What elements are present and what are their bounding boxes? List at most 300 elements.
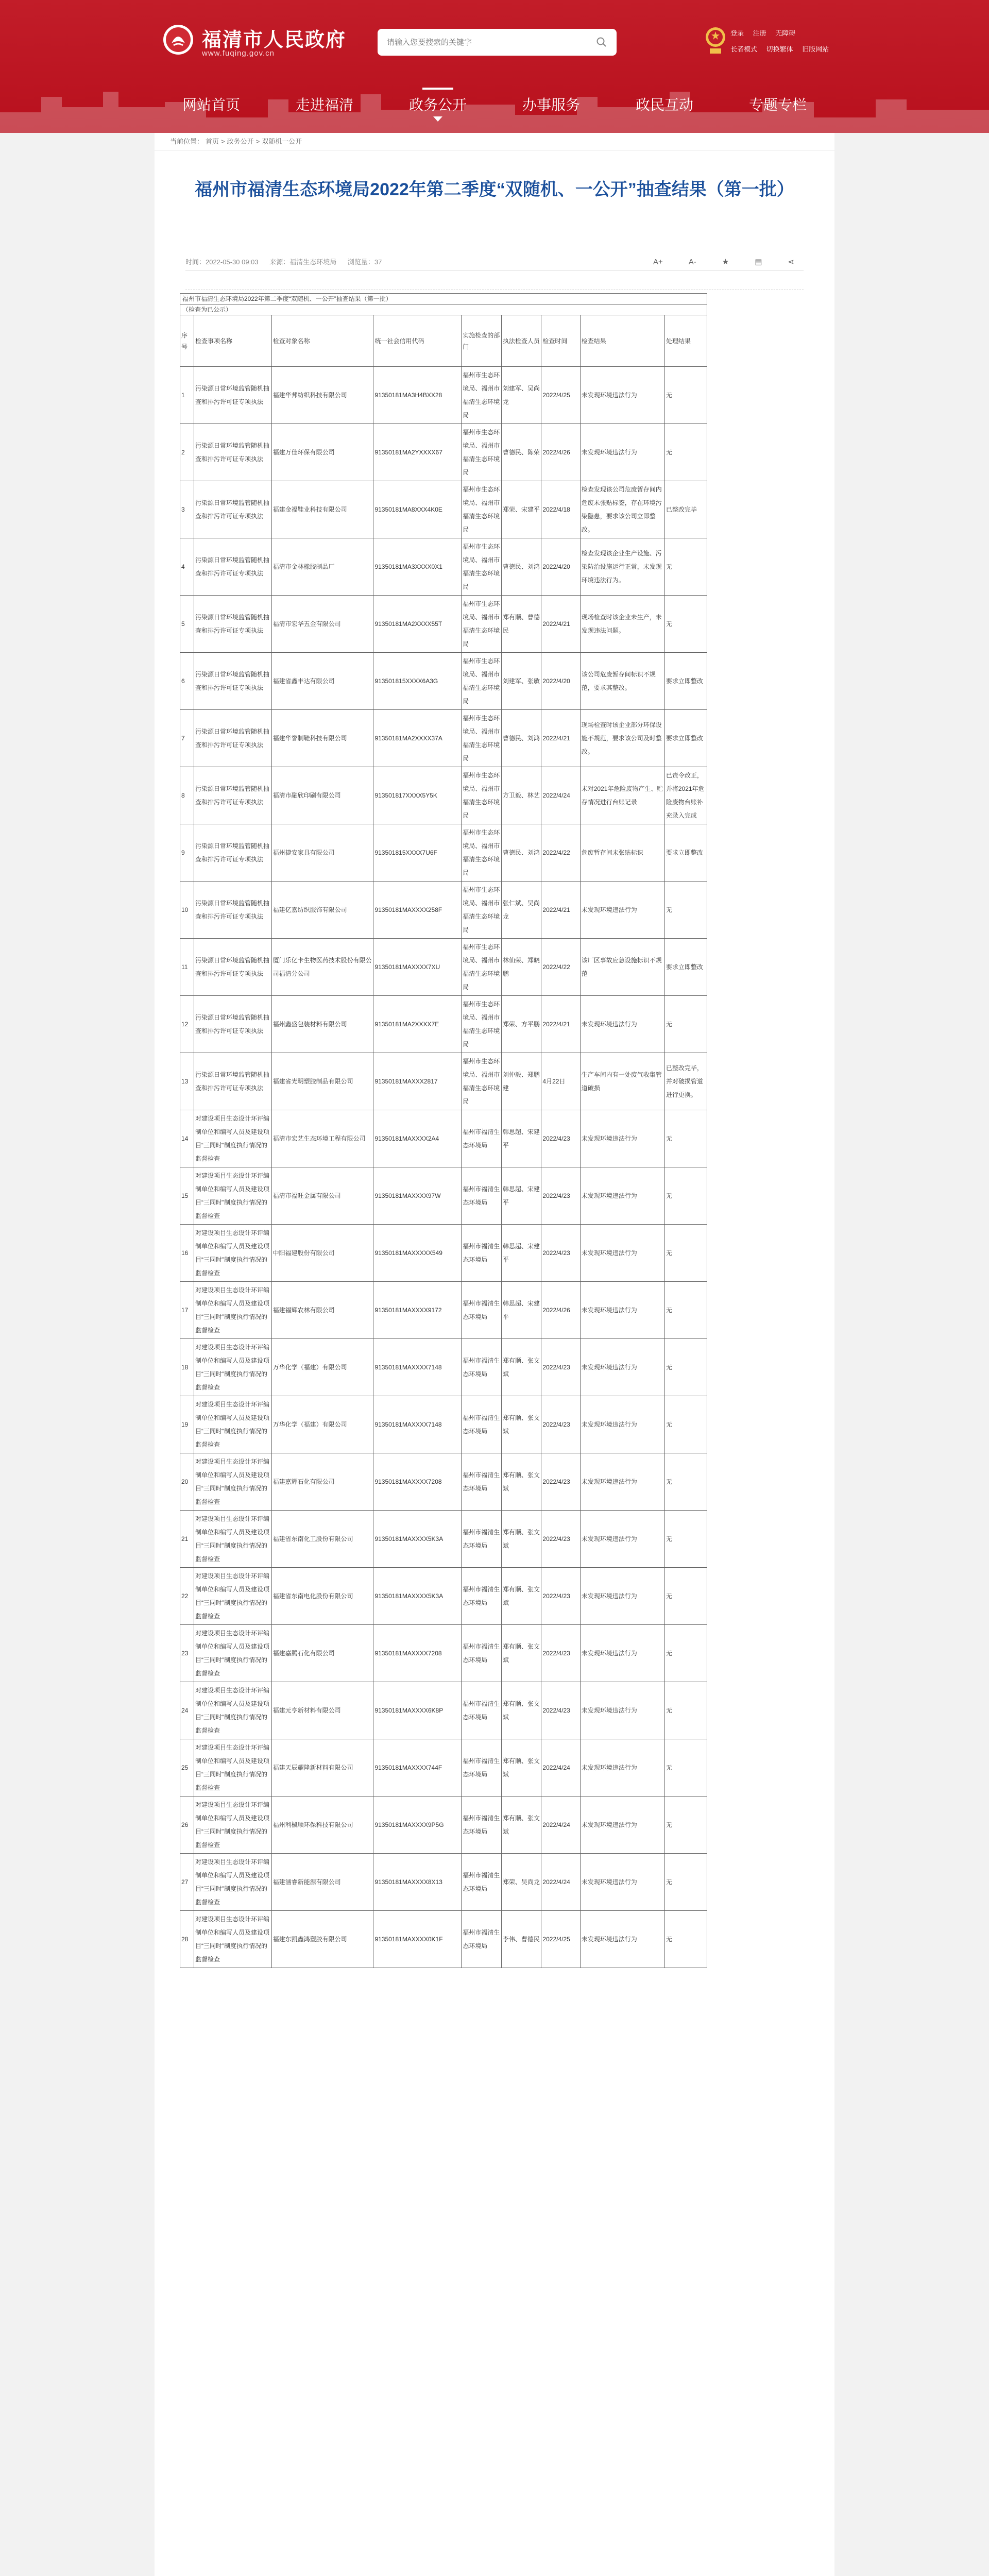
cell-no: 3 [180,481,194,538]
breadcrumb-government-affairs[interactable]: 政务公开 [227,138,254,145]
table-row [180,824,707,882]
cell-result: 该公司危废暂存间标识不规范，要求其整改。 [580,653,664,710]
cell-date: 2022/4/25 [541,367,580,424]
cell-inspectors: 韩思超、宋建平 [501,1282,541,1339]
cell-result: 未发现环境违法行为 [580,1167,664,1225]
cell-target: 福建嘉腾石化有限公司 [271,1625,373,1682]
favorite-icon[interactable]: ★ [722,258,729,266]
cell-credit-code: 91350181MAXXXX5K3A [373,1511,462,1568]
table-row [180,939,707,996]
cell-item: 对建设项目生态设计环评编制单位和编写人员及建设项目“三同时”制度执行情况的监督检查 [194,1739,271,1797]
cell-credit-code: 91350181MA8XXX4K0E [373,481,462,538]
cell-handling: 无 [664,1911,707,1968]
cell-inspectors: 郑有顺、张文斌 [501,1568,541,1625]
cell-target: 福建省东南化工股份有限公司 [271,1511,373,1568]
breadcrumb-separator: > [255,138,260,145]
table-row [180,1511,707,1568]
cell-department: 福州市福清生态环境局 [462,1110,502,1167]
cell-date: 2022/4/23 [541,1225,580,1282]
cell-credit-code: 91350181MAXXXX6K8P [373,1682,462,1739]
cell-handling: 无 [664,1396,707,1453]
cell-department: 福州市福清生态环境局 [462,1568,502,1625]
cell-target: 中阳福建股份有限公司 [271,1225,373,1282]
old-site-link[interactable]: 旧版网站 [802,45,829,53]
cell-target: 福建元亨新材料有限公司 [271,1682,373,1739]
government-logo-icon[interactable] [162,24,194,56]
nav-about-fuqing[interactable]: 走进福清 [295,97,353,113]
table-row [180,1739,707,1797]
cell-no: 17 [180,1282,194,1339]
cell-no: 1 [180,367,194,424]
nav-interaction[interactable]: 政民互动 [635,97,693,113]
cell-date: 2022/4/26 [541,1282,580,1339]
cell-department: 福州市生态环境局、福州市福清生态环境局 [462,538,502,596]
utility-links [730,28,836,54]
cell-item: 对建设项目生态设计环评编制单位和编写人员及建设项目“三同时”制度执行情况的监督检查 [194,1453,271,1511]
cell-item: 污染源日常环境监管随机抽查和排污许可证专项执法 [194,653,271,710]
cell-handling: 无 [664,1225,707,1282]
table-row [180,767,707,824]
national-emblem-icon [705,25,726,56]
cell-result: 未发现环境违法行为 [580,882,664,939]
table-row [180,1053,707,1110]
cell-date: 2022/4/21 [541,596,580,653]
cell-department: 福州市福清生态环境局 [462,1339,502,1396]
cell-inspectors: 林仙荣、郑晓鹏 [501,939,541,996]
cell-result: 未发现环境违法行为 [580,1911,664,1968]
cell-item: 污染源日常环境监管随机抽查和排污许可证专项执法 [194,424,271,481]
cell-handling: 无 [664,1568,707,1625]
cell-date: 2022/4/22 [541,939,580,996]
cell-department: 福州市生态环境局、福州市福清生态环境局 [462,424,502,481]
cell-inspectors: 曹德民、刘鸿 [501,710,541,767]
cell-item: 对建设项目生态设计环评编制单位和编写人员及建设项目“三同时”制度执行情况的监督检查 [194,1511,271,1568]
cell-inspectors: 郑有顺、张文斌 [501,1625,541,1682]
col-header-date: 检查时间 [541,315,580,367]
table-row [180,1568,707,1625]
table-row [180,538,707,596]
accessibility-link[interactable]: 无障碍 [775,29,796,37]
cell-inspectors: 曹德民、刘鸿 [501,538,541,596]
site-url: www.fuqing.gov.cn [202,49,275,58]
elder-mode-link[interactable]: 长者模式 [730,45,758,53]
cell-result: 未发现环境违法行为 [580,1568,664,1625]
cell-department: 福州市福清生态环境局 [462,1282,502,1339]
cell-handling: 要求立即整改 [664,710,707,767]
cell-result: 未对2021年危险废物产生、贮存情况进行台账记录 [580,767,664,824]
cell-handling: 已责令改正，并将2021年危险废物台账补充录入完成 [664,767,707,824]
cell-department: 福州市福清生态环境局 [462,1797,502,1854]
breadcrumb-current[interactable]: 双随机一公开 [262,138,302,145]
login-link[interactable]: 登录 [730,29,744,37]
article-meta [185,253,804,271]
cell-no: 20 [180,1453,194,1511]
cell-department: 福州市生态环境局、福州市福清生态环境局 [462,596,502,653]
cell-credit-code: 913501817XXXX5Y5K [373,767,462,824]
breadcrumb-prefix: 当前位置： [170,138,204,145]
cell-inspectors: 韩思超、宋建平 [501,1110,541,1167]
table-row [180,882,707,939]
cell-item: 对建设项目生态设计环评编制单位和编写人员及建设项目“三同时”制度执行情况的监督检查 [194,1110,271,1167]
cell-handling: 无 [664,1682,707,1739]
cell-target: 福清市融欣印刷有限公司 [271,767,373,824]
cell-target: 福州捷安家具有限公司 [271,824,373,882]
cell-credit-code: 91350181MAXXXX7XU [373,939,462,996]
cell-no: 7 [180,710,194,767]
table-caption-note: （检查为已公示） [180,304,707,315]
cell-department: 福州市生态环境局、福州市福清生态环境局 [462,481,502,538]
breadcrumb-separator: > [221,138,225,145]
site-header [0,0,989,133]
cell-target: 福建嘉辉石化有限公司 [271,1453,373,1511]
cell-credit-code: 91350181MA2YXXXX67 [373,424,462,481]
cell-department: 福州市福清生态环境局 [462,1854,502,1911]
cell-no: 14 [180,1110,194,1167]
cell-result: 未发现环境违法行为 [580,1511,664,1568]
cell-credit-code: 91350181MA2XXXX37A [373,710,462,767]
cell-credit-code: 91350181MA2XXXX55T [373,596,462,653]
cell-department: 福州市生态环境局、福州市福清生态环境局 [462,710,502,767]
cell-no: 6 [180,653,194,710]
cell-result: 未发现环境违法行为 [580,367,664,424]
table-row [180,1682,707,1739]
cell-inspectors: 刘建军、张敏 [501,653,541,710]
cell-result: 未发现环境违法行为 [580,1339,664,1396]
table-header-row [180,315,707,367]
results-table-wrapper [180,293,707,1968]
cell-no: 8 [180,767,194,824]
cell-result: 未发现环境违法行为 [580,1110,664,1167]
cell-handling: 无 [664,1110,707,1167]
publish-time: 时间：2022-05-30 09:03 [185,258,259,266]
table-row [180,1797,707,1854]
cell-result: 危废暂存间未张贴标识 [580,824,664,882]
cell-date: 2022/4/23 [541,1339,580,1396]
cell-department: 福州市生态环境局、福州市福清生态环境局 [462,767,502,824]
col-header-handling: 处理结果 [664,315,707,367]
results-table [180,293,707,1968]
cell-no: 21 [180,1511,194,1568]
article-tools [637,253,804,271]
cell-result: 生产车间内有一处废气收集管道破损 [580,1053,664,1110]
cell-target: 万华化学（福建）有限公司 [271,1396,373,1453]
cell-no: 13 [180,1053,194,1110]
cell-inspectors: 刘仲毅、郑鹏建 [501,1053,541,1110]
cell-inspectors: 曹德民、刘鸿 [501,824,541,882]
cell-no: 28 [180,1911,194,1968]
cell-item: 污染源日常环境监管随机抽查和排污许可证专项执法 [194,596,271,653]
col-header-result: 检查结果 [580,315,664,367]
cell-department: 福州市福清生态环境局 [462,1739,502,1797]
cell-handling: 无 [664,1167,707,1225]
cell-date: 2022/4/23 [541,1511,580,1568]
traditional-chinese-link[interactable]: 切换繁体 [766,45,793,53]
cell-target: 福建华邦纺织科技有限公司 [271,367,373,424]
cell-date: 2022/4/20 [541,653,580,710]
cell-handling: 无 [664,1339,707,1396]
cell-inspectors: 张仁斌、吴尚龙 [501,882,541,939]
cell-no: 18 [180,1339,194,1396]
cell-no: 25 [180,1739,194,1797]
cell-result: 未发现环境违法行为 [580,1739,664,1797]
site-title[interactable]: 福清市人民政府 [202,28,347,51]
cell-item: 对建设项目生态设计环评编制单位和编写人员及建设项目“三同时”制度执行情况的监督检查 [194,1568,271,1625]
cell-result: 未发现环境违法行为 [580,1225,664,1282]
cell-inspectors: 郑有顺、张文斌 [501,1339,541,1396]
cell-credit-code: 91350181MAXXXX5K3A [373,1568,462,1625]
share-icon[interactable]: ⋖ [788,258,794,266]
cell-no: 19 [180,1396,194,1453]
cell-item: 污染源日常环境监管随机抽查和排污许可证专项执法 [194,939,271,996]
cell-target: 福建省鑫丰达有限公司 [271,653,373,710]
cell-result: 未发现环境违法行为 [580,1854,664,1911]
cell-result: 现场检查时该企业未生产，未发现违法问题。 [580,596,664,653]
table-row [180,710,707,767]
cell-department: 福州市福清生态环境局 [462,1396,502,1453]
breadcrumb-home[interactable]: 首页 [206,138,219,145]
cell-handling: 无 [664,882,707,939]
cell-result: 未发现环境违法行为 [580,996,664,1053]
cell-target: 福清市宏华五金有限公司 [271,596,373,653]
search-input[interactable] [387,38,596,47]
cell-item: 污染源日常环境监管随机抽查和排污许可证专项执法 [194,710,271,767]
cell-department: 福州市生态环境局、福州市福清生态环境局 [462,996,502,1053]
cell-credit-code: 91350181MA2XXXX7E [373,996,462,1053]
font-decrease-button[interactable]: A- [688,258,696,266]
cell-item: 对建设项目生态设计环评编制单位和编写人员及建设项目“三同时”制度执行情况的监督检查 [194,1396,271,1453]
cell-handling: 无 [664,1625,707,1682]
cell-department: 福州市福清生态环境局 [462,1453,502,1511]
cell-department: 福州市生态环境局、福州市福清生态环境局 [462,367,502,424]
cell-result: 未发现环境违法行为 [580,424,664,481]
cell-item: 对建设项目生态设计环评编制单位和编写人员及建设项目“三同时”制度执行情况的监督检查 [194,1167,271,1225]
cell-item: 污染源日常环境监管随机抽查和排污许可证专项执法 [194,367,271,424]
table-caption: 福州市福清生态环境局2022年第二季度“双随机、一公开”抽查结果（第一批） [180,294,707,304]
cell-credit-code: 91350181MAXXX2817 [373,1053,462,1110]
cell-handling: 无 [664,1282,707,1339]
cell-result: 未发现环境违法行为 [580,1282,664,1339]
table-row [180,1396,707,1453]
cell-target: 福建东凯鑫鸿塑胶有限公司 [271,1911,373,1968]
search-icon[interactable] [596,37,607,48]
cell-date: 2022/4/26 [541,424,580,481]
cell-credit-code: 91350181MAXXXX7148 [373,1339,462,1396]
nav-government-affairs[interactable]: 政务公开 [381,92,494,118]
cell-credit-code: 91350181MAXXXX7208 [373,1453,462,1511]
cell-target: 福州利楓顺环保科技有限公司 [271,1797,373,1854]
cell-handling: 无 [664,1797,707,1854]
cell-result: 该厂区事故应急设施标识不规范 [580,939,664,996]
cell-target: 厦门乐亿卡生物医药技术股份有限公司福清分公司 [271,939,373,996]
cell-credit-code: 91350181MAXXXX9172 [373,1282,462,1339]
cell-date: 4月22日 [541,1053,580,1110]
col-header-item: 检查事项名称 [194,315,271,367]
cell-credit-code: 91350181MAXXXX744F [373,1739,462,1797]
cell-result: 未发现环境违法行为 [580,1797,664,1854]
cell-handling: 无 [664,996,707,1053]
cell-handling: 无 [664,1854,707,1911]
cell-result: 检查发现该公司危废暂存间内危废未张贴标签，存在环境污染隐患，要求该公司立即整改。 [580,481,664,538]
cell-no: 10 [180,882,194,939]
cell-date: 2022/4/24 [541,1854,580,1911]
cell-handling: 要求立即整改 [664,824,707,882]
cell-department: 福州市生态环境局、福州市福清生态环境局 [462,939,502,996]
cell-date: 2022/4/25 [541,1911,580,1968]
cell-date: 2022/4/23 [541,1682,580,1739]
cell-no: 2 [180,424,194,481]
cell-no: 26 [180,1797,194,1854]
cell-item: 污染源日常环境监管随机抽查和排污许可证专项执法 [194,1053,271,1110]
table-row [180,1453,707,1511]
cell-date: 2022/4/22 [541,824,580,882]
cell-no: 12 [180,996,194,1053]
article-card [155,150,834,2576]
cell-credit-code: 91350181MAXXXX97W [373,1167,462,1225]
cell-department: 福州市福清生态环境局 [462,1225,502,1282]
table-row [180,1854,707,1911]
cell-handling: 无 [664,596,707,653]
cell-target: 福建省东南电化股份有限公司 [271,1568,373,1625]
cell-credit-code: 91350181MAXXXX7208 [373,1625,462,1682]
cell-inspectors: 郑有顺、曹德民 [501,596,541,653]
table-row [180,1911,707,1968]
cell-credit-code: 91350181MAXXXX9P5G [373,1797,462,1854]
nav-services[interactable]: 办事服务 [522,97,580,113]
cell-item: 对建设项目生态设计环评编制单位和编写人员及建设项目“三同时”制度执行情况的监督检查 [194,1682,271,1739]
main-nav [0,92,989,118]
table-row [180,596,707,653]
table-row [180,1167,707,1225]
cell-inspectors: 曹德民、陈荣 [501,424,541,481]
cell-department: 福州市生态环境局、福州市福清生态环境局 [462,1053,502,1110]
col-header-target: 检查对象名称 [271,315,373,367]
cell-item: 对建设项目生态设计环评编制单位和编写人员及建设项目“三同时”制度执行情况的监督检查 [194,1625,271,1682]
cell-date: 2022/4/23 [541,1625,580,1682]
cell-inspectors: 郑有顺、张文斌 [501,1682,541,1739]
cell-target: 福建天辰耀隆新材料有限公司 [271,1739,373,1797]
table-row [180,367,707,424]
cell-result: 未发现环境违法行为 [580,1625,664,1682]
col-header-department: 实施检查的部门 [462,315,502,367]
cell-date: 2022/4/23 [541,1568,580,1625]
cell-handling: 无 [664,1739,707,1797]
cell-target: 福州鑫盛包装材料有限公司 [271,996,373,1053]
cell-handling: 要求立即整改 [664,939,707,996]
cell-department: 福州市福清生态环境局 [462,1511,502,1568]
cell-no: 22 [180,1568,194,1625]
cell-target: 福建金福鞋业科技有限公司 [271,481,373,538]
cell-date: 2022/4/18 [541,481,580,538]
cell-inspectors: 韩思超、宋建平 [501,1225,541,1282]
cell-inspectors: 郑荣、方平鹏 [501,996,541,1053]
cell-item: 对建设项目生态设计环评编制单位和编写人员及建设项目“三同时”制度执行情况的监督检查 [194,1854,271,1911]
table-row [180,996,707,1053]
cell-date: 2022/4/23 [541,1110,580,1167]
cell-department: 福州市福清生态环境局 [462,1167,502,1225]
cell-target: 福清市宏艺生态环境工程有限公司 [271,1110,373,1167]
cell-inspectors: 郑有顺、张文斌 [501,1396,541,1453]
cell-item: 污染源日常环境监管随机抽查和排污许可证专项执法 [194,767,271,824]
cell-date: 2022/4/24 [541,767,580,824]
cell-date: 2022/4/23 [541,1396,580,1453]
cell-item: 对建设项目生态设计环评编制单位和编写人员及建设项目“三同时”制度执行情况的监督检查 [194,1225,271,1282]
cell-item: 污染源日常环境监管随机抽查和排污许可证专项执法 [194,481,271,538]
cell-inspectors: 郑有顺、张文斌 [501,1511,541,1568]
table-row [180,1339,707,1396]
cell-credit-code: 913501815XXXX7U6F [373,824,462,882]
cell-credit-code: 91350181MAXXXX0K1F [373,1911,462,1968]
cell-inspectors: 李伟、曹德民 [501,1911,541,1968]
cell-no: 11 [180,939,194,996]
cell-no: 4 [180,538,194,596]
cell-department: 福州市生态环境局、福州市福清生态环境局 [462,882,502,939]
nav-home[interactable]: 网站首页 [182,97,240,113]
cell-handling: 无 [664,1453,707,1511]
page-title: 福州市福清生态环境局2022年第二季度“双随机、一公开”抽查结果（第一批） [195,180,794,199]
cell-handling: 无 [664,1511,707,1568]
cell-handling: 无 [664,367,707,424]
cell-item: 污染源日常环境监管随机抽查和排污许可证专项执法 [194,824,271,882]
cell-credit-code: 91350181MA3H4BXX28 [373,367,462,424]
cell-item: 对建设项目生态设计环评编制单位和编写人员及建设项目“三同时”制度执行情况的监督检查 [194,1339,271,1396]
cell-department: 福州市生态环境局、福州市福清生态环境局 [462,653,502,710]
cell-item: 污染源日常环境监管随机抽查和排污许可证专项执法 [194,882,271,939]
table-row [180,1625,707,1682]
cell-item: 对建设项目生态设计环评编制单位和编写人员及建设项目“三同时”制度执行情况的监督检查 [194,1911,271,1968]
cell-date: 2022/4/24 [541,1797,580,1854]
cell-inspectors: 韩思超、宋建平 [501,1167,541,1225]
cell-inspectors: 方卫毅、林艺 [501,767,541,824]
cell-inspectors: 刘建军、吴尚龙 [501,367,541,424]
font-increase-button[interactable]: A+ [653,258,663,266]
article-source: 来源：福清生态环境局 [269,258,337,266]
cell-no: 5 [180,596,194,653]
cell-item: 污染源日常环境监管随机抽查和排污许可证专项执法 [194,996,271,1053]
cell-date: 2022/4/24 [541,1739,580,1797]
cell-handling: 要求立即整改 [664,653,707,710]
cell-credit-code: 91350181MAXXXX8X13 [373,1854,462,1911]
cell-no: 16 [180,1225,194,1282]
cell-department: 福州市福清生态环境局 [462,1682,502,1739]
search-box [378,29,617,56]
breadcrumb [155,133,834,150]
cell-department: 福州市福清生态环境局 [462,1625,502,1682]
table-row [180,1282,707,1339]
cell-inspectors: 郑有顺、张文斌 [501,1797,541,1854]
cell-inspectors: 郑荣、吴尚龙 [501,1854,541,1911]
cell-target: 福建涵睿新能源有限公司 [271,1854,373,1911]
cell-result: 未发现环境违法行为 [580,1453,664,1511]
cell-department: 福州市福清生态环境局 [462,1911,502,1968]
cell-result: 未发现环境违法行为 [580,1396,664,1453]
cell-handling: 无 [664,424,707,481]
cell-no: 27 [180,1854,194,1911]
cell-credit-code: 91350181MAXXXXX549 [373,1225,462,1282]
cell-target: 福建省光明塑胶制品有限公司 [271,1053,373,1110]
cell-date: 2022/4/21 [541,996,580,1053]
cell-target: 福清市金林橡胶制品厂 [271,538,373,596]
cell-department: 福州市生态环境局、福州市福清生态环境局 [462,824,502,882]
cell-result: 现场检查时该企业部分环保设施不规范，要求该公司及时整改。 [580,710,664,767]
table-row [180,424,707,481]
table-row [180,653,707,710]
cell-date: 2022/4/21 [541,882,580,939]
cell-result: 检查发现该企业生产设施、污染防治设施运行正常，未发现环境违法行为。 [580,538,664,596]
nav-special-topics[interactable]: 专题专栏 [748,97,807,113]
register-link[interactable]: 注册 [753,29,766,37]
cell-target: 福建亿嘉纺织服饰有限公司 [271,882,373,939]
print-icon[interactable]: ▤ [755,258,762,266]
